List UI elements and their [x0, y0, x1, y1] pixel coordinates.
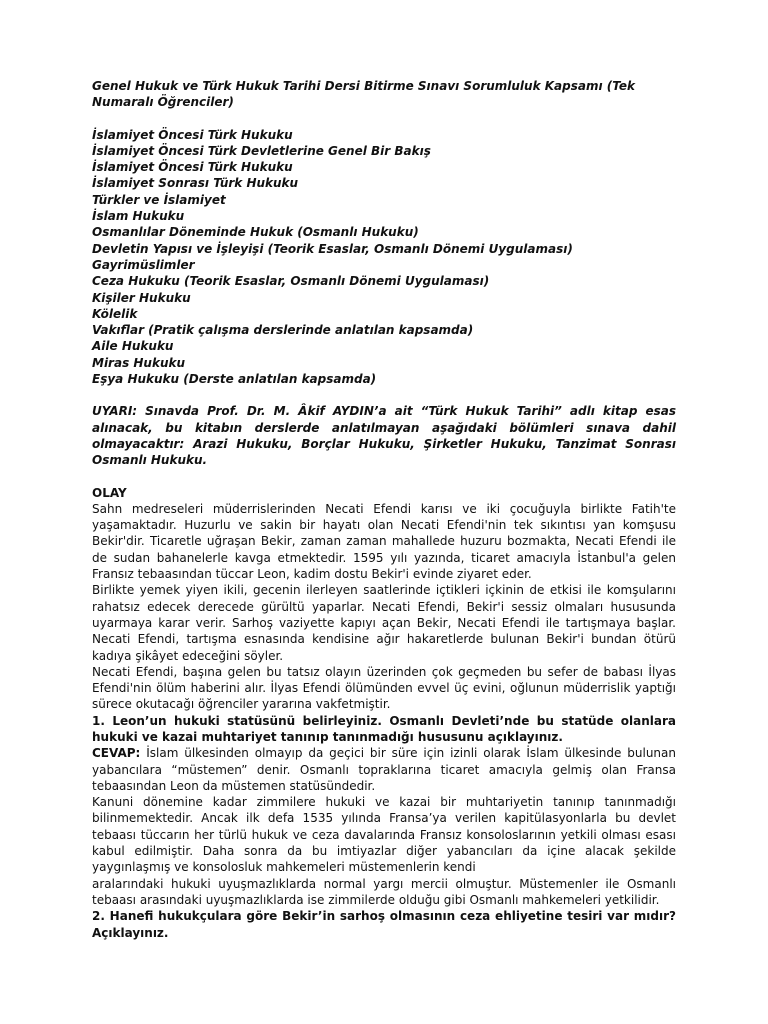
document-title: Genel Hukuk ve Türk Hukuk Tarihi Dersi Bitirme Sınavı Sorumluluk Kapsamı (Tek Numaralı Öğrenciler): [92, 79, 636, 110]
answer-1-paragraph: aralarındaki hukuki uyuşmazlıklarda normal yargı mercii olmuştur. Müstemenler ile Osmanlı tebaası arasındaki uyuşmazlıklarda ise zimmilerde olduğu gibi Osmanlı mahkemeleri yetkilidir.: [92, 876, 676, 907]
topic-item: Gayrimüslimler: [92, 257, 195, 272]
answer-text: İslam ülkesinden olmayıp da geçici bir süre için izinli olarak İslam ülkesinde bulunan yabancılara “müstemen” denir. Osmanlı topraklarına ticaret amacıyla gelmiş olan Fransa tebaasından Leon da müstemen statüsündedir.: [92, 746, 676, 793]
spacer: [92, 387, 676, 403]
topic-item: Türkler ve İslamiyet: [92, 192, 226, 207]
topic-item: Vakıflar (Pratik çalışma derslerinde anlatılan kapsamda): [92, 323, 474, 338]
answer-1-paragraph: Kanuni dönemine kadar zimmilere hukuki ve kazai bir muhtariyetin tanınıp tanınmadığı bilinmemektedir. Ancak ilk defa 1535 yılında Fransa’ya verilen kapitülasyonlarla bu devlet tebaası tüccarın her türlü hukuk ve ceza davalarında Fransız konsoloslarının yetkili olması esası kabul edilmiştir. Daha sonra da bu imtiyazlar diğer yabancıları da içine alacak şekilde yaygınlaşmış ve konsolosluk mahkemeleri müstemenlerin kendi: [92, 795, 676, 875]
topic-item: Aile Hukuku: [92, 339, 174, 354]
question-1: 1. Leon’un hukuki statüsünü belirleyiniz. Osmanlı Devleti’nde bu statüde olanlara hukuki ve kazai muhtariyet tanınıp tanınmadığı hususunu açıklayınız.: [92, 713, 676, 744]
topic-item: Devletin Yapısı ve İşleyişi (Teorik Esaslar, Osmanlı Dönemi Uygulaması): [92, 241, 573, 256]
topic-item: Osmanlılar Döneminde Hukuk (Osmanlı Hukuku): [92, 225, 419, 240]
spacer: [92, 469, 676, 485]
topic-item: Eşya Hukuku (Derste anlatılan kapsamda): [92, 372, 377, 387]
topic-list: [92, 127, 676, 388]
case-heading: OLAY: [92, 485, 127, 500]
exam-warning: UYARI: Sınavda Prof. Dr. M. Âkif AYDIN’a ait “Türk Hukuk Tarihi” adlı kitap esas alınacak, bu kitabın derslerde anlatılmayan aşağıdaki bölümleri sınava dahil olmayacaktır: Arazi Hukuku, Borçlar Hukuku, Şirketler Hukuku, Tanzimat Sonrası Osmanlı Hukuku.: [92, 404, 676, 468]
topic-item: Kişiler Hukuku: [92, 290, 191, 305]
spacer: [92, 111, 676, 127]
topic-item: İslamiyet Sonrası Türk Hukuku: [92, 176, 299, 191]
topic-item: İslamiyet Öncesi Türk Hukuku: [92, 160, 293, 175]
topic-item: Miras Hukuku: [92, 355, 186, 370]
answer-1-paragraph: [92, 745, 676, 794]
case-paragraph: Birlikte yemek yiyen ikili, gecenin ilerleyen saatlerinde içtikleri içkinin de etkisi ile komşularını rahatsız edecek derecede gürültü yaparlar. Necati Efendi, Bekir'i sessiz olmaları hususunda uyarmaya karar verir. Sarhoş vaziyette kapıyı açan Bekir, Necati Efendi ile tartışmaya başlar. Necati Efendi, tartışma esnasında kendisine ağır hakaretlerde bulunan Bekir'i bundan ötürü kadıya şikâyet edeceğini söyler.: [92, 583, 676, 663]
answer-label: CEVAP:: [92, 746, 141, 761]
case-paragraph: Sahn medreseleri müderrislerinden Necati Efendi karısı ve iki çocuğuyla birlikte Fatih'te yaşamaktadır. Huzurlu ve sakin bir hayatı olan Necati Efendi'nin tek sıkıntısı yan komşusu Bekir'dir. Ticaretle uğraşan Bekir, zaman zaman mahallede huzuru bozmakta, Necati Efendi ile de sudan bahanelerle kavga etmektedir. 1595 yılı yazında, ticaret amacıyla İstanbul'a gelen Fransız tebaasından tüccar Leon, kadim dostu Bekir'i evinde ziyaret eder.: [92, 501, 676, 582]
topic-item: İslam Hukuku: [92, 209, 185, 224]
topic-item: İslamiyet Öncesi Türk Hukuku: [92, 127, 293, 142]
question-2: 2. Hanefi hukukçulara göre Bekir’in sarhoş olmasının ceza ehliyetine tesiri var mıdır? Açıklayınız.: [92, 909, 676, 940]
topic-item: Ceza Hukuku (Teorik Esaslar, Osmanlı Dönemi Uygulaması): [92, 274, 490, 289]
topic-item: İslamiyet Öncesi Türk Devletlerine Genel Bir Bakış: [92, 143, 431, 158]
topic-item: Kölelik: [92, 306, 138, 321]
case-paragraph: Necati Efendi, başına gelen bu tatsız olayın üzerinden çok geçmeden bu sefer de babası İlyas Efendi'nin ölüm haberini alır. İlyas Efendi ölümünden evvel üç evini, oğlunun müderrislik yaptığı sürece okutacağı öğrenciler yararına vakfetmiştir.: [92, 664, 676, 712]
